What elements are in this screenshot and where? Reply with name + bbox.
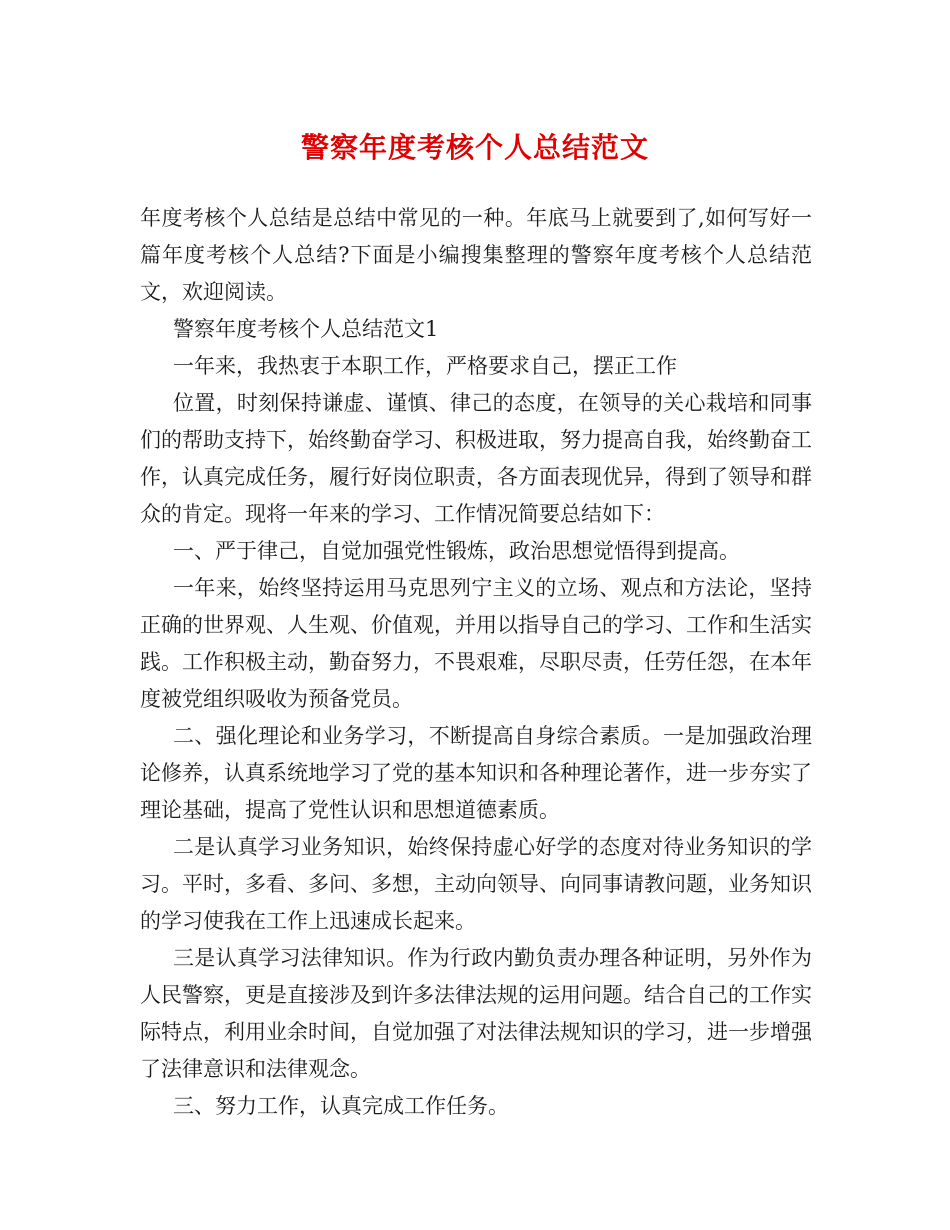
document-body: [140, 200, 812, 1125]
body-paragraph: 三是认真学习法律知识。作为行政内勤负责办理各种证明，另外作为人民警察，更是直接涉及到许多法律法规的运用问题。结合自己的工作实际特点，利用业余时间，自觉加强了对法律法规知识的学习，进一步增强了法律意识和法律观念。: [140, 946, 812, 1081]
body-paragraph: 一年来，始终坚持运用马克思列宁主义的立场、观点和方法论，坚持正确的世界观、人生观、价值观，并用以指导自己的学习、工作和生活实践。工作积极主动，勤奋努力，不畏艰难，尽职尽责，任劳任怨，在本年度被党组织吸收为预备党员。: [140, 576, 812, 711]
body-paragraph: 二是认真学习业务知识，始终保持虚心好学的态度对待业务知识的学习。平时，多看、多问、多想，主动向领导、向同事请教问题，业务知识的学习使我在工作上迅速成长起来。: [140, 835, 812, 933]
body-paragraph: 位置，时刻保持谦虚、谨慎、律己的态度，在领导的关心栽培和同事们的帮助支持下，始终勤奋学习、积极进取，努力提高自我，始终勤奋工作，认真完成任务，履行好岗位职责，各方面表现优异，得到了领导和群众的肯定。现将一年来的学习、工作情况简要总结如下：: [140, 391, 812, 526]
intro-paragraph: 年度考核个人总结是总结中常见的一种。年底马上就要到了,如何写好一篇年度考核个人总结?下面是小编搜集整理的警察年度考核个人总结范文，欢迎阅读。: [140, 206, 812, 304]
section-heading: 警察年度考核个人总结范文1: [173, 317, 439, 341]
body-paragraph: 三、努力工作，认真完成工作任务。: [173, 1094, 509, 1118]
body-paragraph: 一、严于律己，自觉加强党性锻炼，政治思想觉悟得到提高。: [173, 539, 740, 563]
body-paragraph: 二、强化理论和业务学习，不断提高自身综合素质。一是加强政治理论修养，认真系统地学习了党的基本知识和各种理论著作，进一步夯实了理论基础，提高了党性认识和思想道德素质。: [140, 724, 812, 822]
document-title: 警察年度考核个人总结范文: [300, 131, 649, 164]
body-paragraph: 一年来，我热衷于本职工作，严格要求自己，摆正工作: [173, 354, 677, 378]
